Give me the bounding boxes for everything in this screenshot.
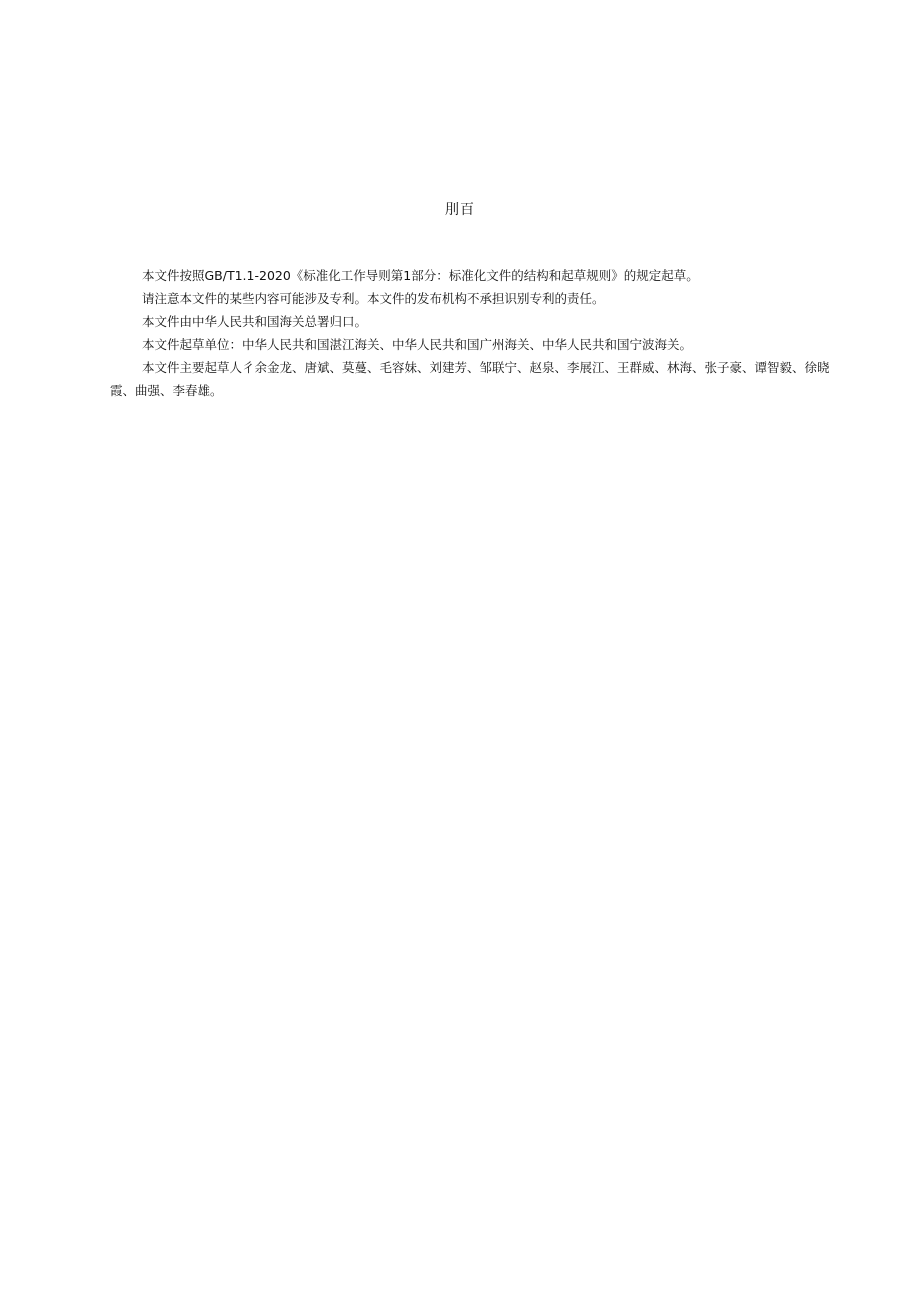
paragraph-patent-notice: 请注意本文件的某些内容可能涉及专利。本文件的发布机构不承担识别专利的责任。 — [142, 291, 605, 306]
page-heading: 刖百 — [445, 202, 475, 218]
foreword-body — [110, 264, 834, 402]
paragraph-drafting-standard: 本文件按照GB/T1.1-2020《标准化工作导则第1部分：标准化文件的结构和起草规则》的规定起草。 — [142, 268, 699, 283]
paragraph-drafters: 本文件主要起草人彳余金龙、唐斌、莫蔓、毛容妹、刘建芳、邹联宁、赵泉、李展江、王群威、林海、张子豪、谭智毅、徐晓霞、曲强、李春雄。 — [110, 360, 830, 398]
paragraph-drafting-units: 本文件起草单位：中华人民共和国湛江海关、中华人民共和国广州海关、中华人民共和国宁波海关。 — [142, 337, 693, 352]
paragraph-administration: 本文件由中华人民共和国海关总署归口。 — [142, 314, 368, 329]
